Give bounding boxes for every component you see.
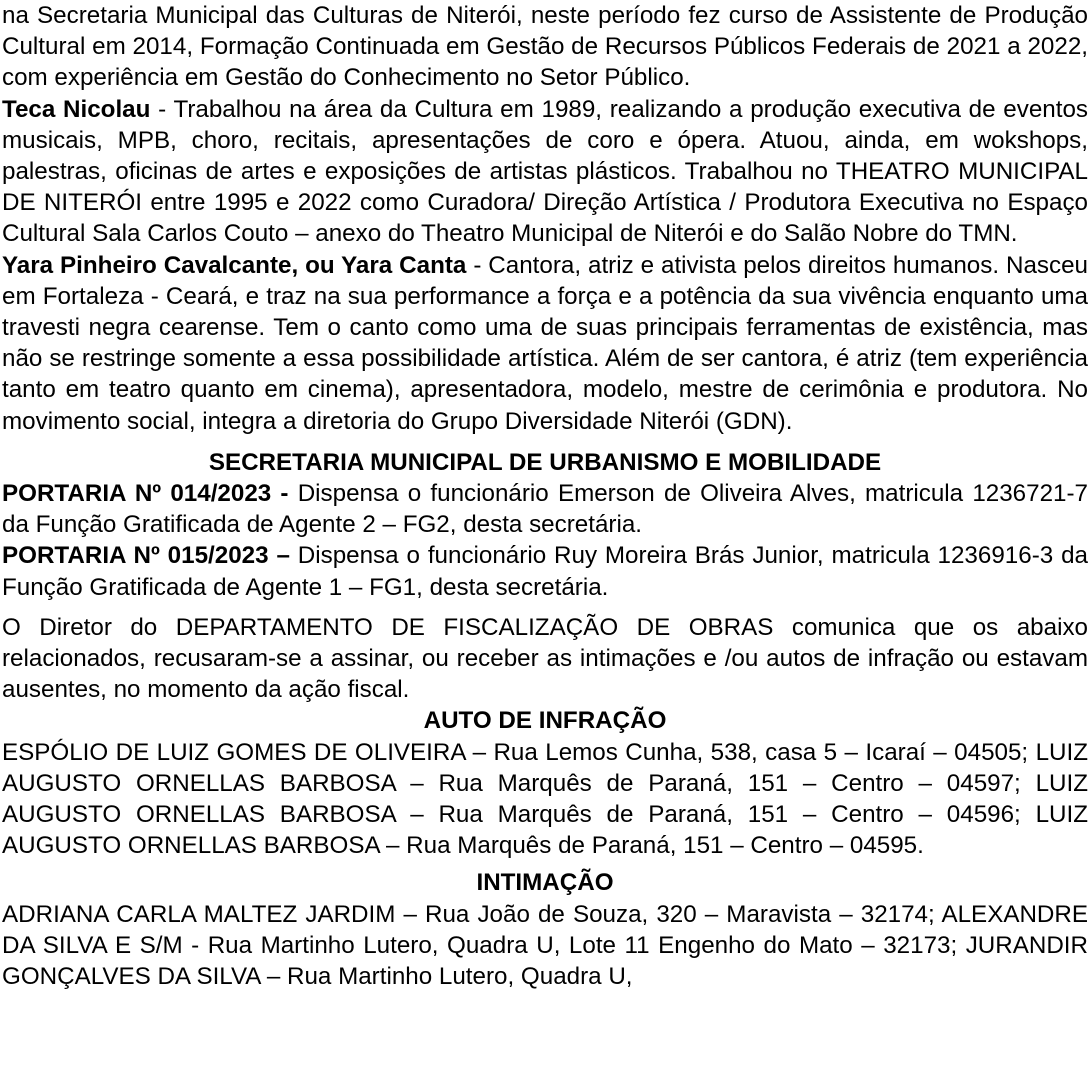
teca-nicolau-name: Teca Nicolau — [2, 95, 151, 123]
yara-canta-bio: - Cantora, atriz e ativista pelos direitos humanos. Nasceu em Fortaleza - Ceará, e traz na sua performance a força e a potência da sua vivência enquanto uma travesti negra cearense. Tem o canto como uma de suas principais ferramentas de existência, mas não se restringe somente a essa possibilidade artística. Além de ser cantora, é atriz (tem experiência tanto em teatro quanto em cinema), apresentadora, modelo, mestre de cerimônia e produtora. No movimento social, integra a diretoria do Grupo Diversidade Niterói (GDN). — [2, 251, 1088, 435]
intimacao-list: ADRIANA CARLA MALTEZ JARDIM – Rua João de Souza, 320 – Maravista – 32174; ALEXANDRE DA SILVA E S/M - Rua Martinho Lutero, Quadra U, Lote 11 Engenho do Mato – 32173; JURANDIR GONÇALVES DA SILVA – Rua Martinho Lutero, Quadra U, — [2, 900, 1088, 991]
portaria-015-label: PORTARIA Nº 015/2023 – — [2, 542, 290, 570]
yara-canta-paragraph — [2, 250, 1088, 437]
portaria-015-paragraph — [2, 540, 1088, 602]
urbanismo-section-heading: SECRETARIA MUNICIPAL DE URBANISMO E MOBILIDADE — [208, 448, 882, 476]
diretor-comunicado-paragraph: O Diretor do DEPARTAMENTO DE FISCALIZAÇÃO DE OBRAS comunica que os abaixo relacionados, recusaram-se a assinar, ou receber as intimações e /ou autos de infração ou estavam ausentes, no momento da ação fiscal. — [2, 613, 1088, 704]
auto-infracao-list: ESPÓLIO DE LUIZ GOMES DE OLIVEIRA – Rua Lemos Cunha, 538, casa 5 – Icaraí – 04505; LUIZ AUGUSTO ORNELLAS BARBOSA – Rua Marquês de Paraná, 151 – Centro – 04597; LUIZ AUGUSTO ORNELLAS BARBOSA – Rua Marquês de Paraná, 151 – Centro – 04596; LUIZ AUGUSTO ORNELLAS BARBOSA – Rua Marquês de Paraná, 151 – Centro – 04595. — [2, 738, 1088, 860]
teca-nicolau-paragraph — [2, 94, 1088, 250]
portaria-014-paragraph — [2, 478, 1088, 540]
auto-infracao-heading: AUTO DE INFRAÇÃO — [423, 707, 667, 735]
portaria-014-label: PORTARIA Nº 014/2023 - — [2, 480, 289, 508]
yara-canta-name: Yara Pinheiro Cavalcante, ou Yara Canta — [2, 251, 467, 279]
intimacao-heading: INTIMAÇÃO — [476, 869, 614, 897]
culturas-intro-paragraph: na Secretaria Municipal das Culturas de Niterói, neste período fez curso de Assistente de Produção Cultural em 2014, Formação Continuada em Gestão de Recursos Públicos Federais de 2021 a 2022, com experiência em Gestão do Conhecimento no Setor Público. — [2, 2, 1088, 92]
portaria-015-text: Dispensa o funcionário Ruy Moreira Brás Junior, matricula 1236916-3 da Função Gratificada de Agente 1 – FG1, desta secretária. — [2, 542, 1088, 601]
portaria-014-text: Dispensa o funcionário Emerson de Oliveira Alves, matricula 1236721-7 da Função Gratificada de Agente 2 – FG2, desta secretária. — [2, 480, 1088, 539]
teca-nicolau-bio: - Trabalhou na área da Cultura em 1989, realizando a produção executiva de eventos musicais, MPB, choro, recitais, apresentações de coro e ópera. Atuou, ainda, em wokshops, palestras, oficinas de artes e exposições de artistas plásticos. Trabalhou no THEATRO MUNICIPAL DE NITERÓI entre 1995 e 2022 como Curadora/ Direção Artística / Produtora Executiva no Espaço Cultural Sala Carlos Couto – anexo do Theatro Municipal de Niterói e do Salão Nobre do TMN. — [2, 95, 1088, 248]
